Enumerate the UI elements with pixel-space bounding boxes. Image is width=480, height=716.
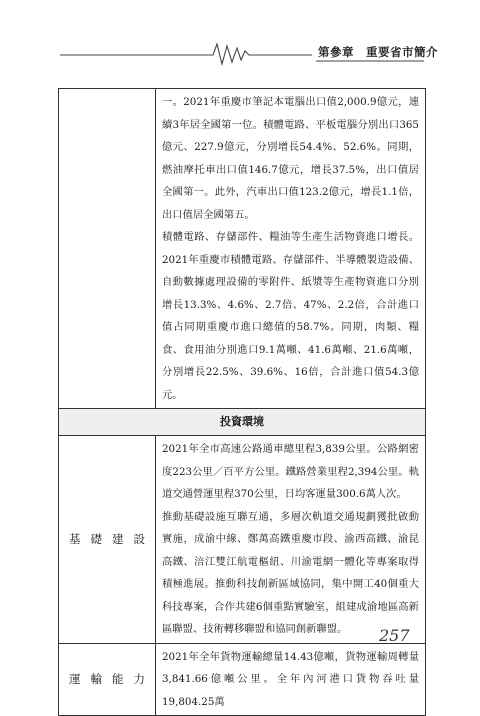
paragraph: 推動基礎設施互聯互通，多層次軌道交通規劃獲批啟動實施，成渝中線、鄭萬高鐵重慶市段、渝西高鐵、渝昆高鐵、涪江雙江航電樞紐、川渝電網一體化等專案取得積極進展。推動科技創新區域協同，集中開工40個重大科技專案，合作共建6個重點實驗室，組建成渝地區高新區聯盟、技術轉移聯盟和協同創新聯盟。 xyxy=(162,510,419,635)
section-header-row xyxy=(59,408,425,435)
row-label: 運輸能力 xyxy=(59,644,156,716)
paragraph: 2021年全市高速公路通車總里程3,839公里。公路網密度223公里／百平方公里。鐵路營業里程2,394公里。軌道交通營運里程370公里，日均客運量300.6萬人次。 xyxy=(162,443,419,500)
chapter-title: 第參章 重要省市簡介 xyxy=(318,45,438,59)
running-header xyxy=(0,40,480,66)
row-content xyxy=(156,436,425,643)
row-content xyxy=(156,644,425,716)
table-row xyxy=(59,435,425,643)
paragraph: 積體電路、存儲部件、糧油等生產生活物資進口增長。2021年重慶市積體電路、存儲部件、半導體製造設備、自動數據處理設備的零附件、紙漿等生產物資進口分別增長13.3%、4.6%、2.7倍、47%、2.2倍，合計進口值占同期重慶市進口總值的58.7%。同期，肉類、糧食、食用油分別進口9.1萬噸、41.6萬噸、21.6萬噸，分別增長22.5%、39.6%、16倍，合計進口值54.3億元。 xyxy=(162,231,419,401)
table-row xyxy=(59,89,425,408)
row-label xyxy=(59,89,156,408)
paragraph: 2021年全年貨物運輸總量14.43億噸，貨物運輸周轉量3,841.66億噸公里。全年內河港口貨物吞吐量19,804.25萬 xyxy=(162,650,419,708)
page-number: 257 xyxy=(379,626,410,645)
info-table xyxy=(58,88,426,716)
paragraph: 一。2021年重慶市筆記本電腦出口值2,000.9億元，連續3年居全國第一位。積體電路、平板電腦分別出口365億元、227.9億元，分別增長54.4%、52.6%。同期，燃油摩托車出口值146.7億元，增長37.5%，出口值居全國第一。此外，汽車出口值123.2億元，增長1.1倍，出口值居全國第五。 xyxy=(162,96,419,221)
row-content xyxy=(156,89,425,408)
section-heading: 投資環境 xyxy=(59,409,425,435)
row-label: 基礎建設 xyxy=(59,436,156,643)
